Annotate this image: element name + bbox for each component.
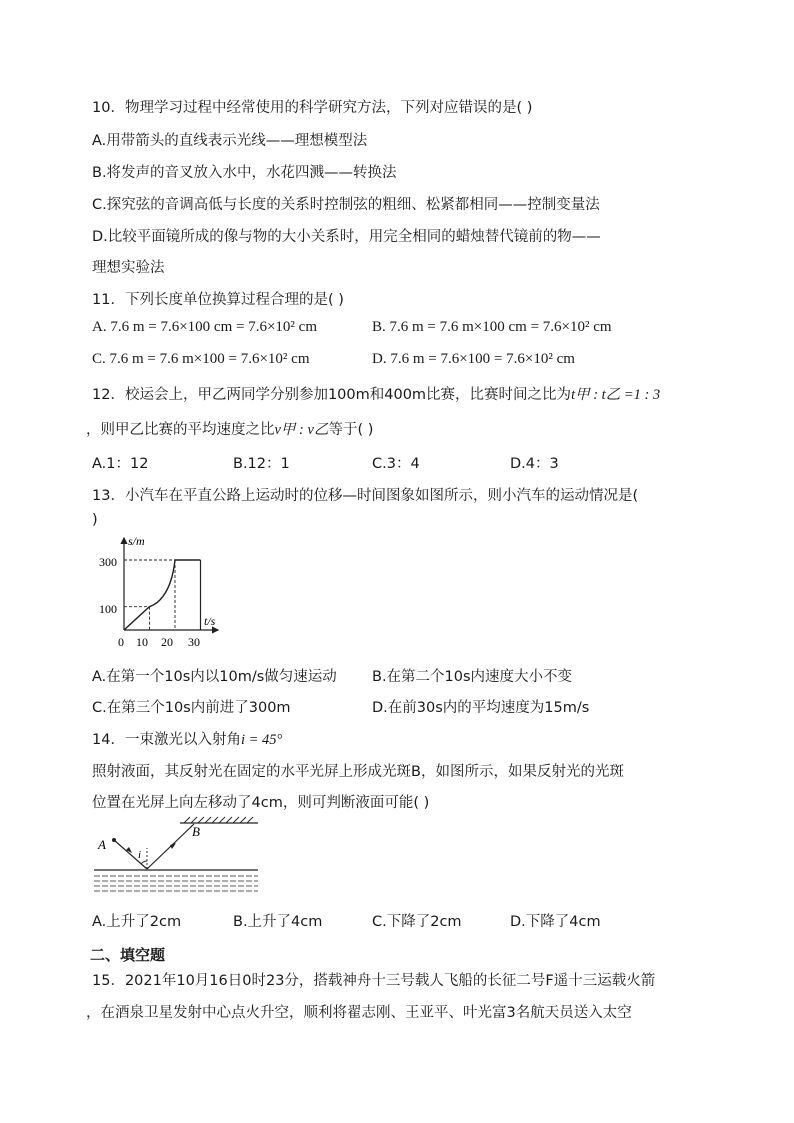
q11-option-a: A. 7.6 m = 7.6×100 cm = 7.6×10² cm (92, 319, 317, 335)
q12-stem-text2: ，则甲乙比赛的平均速度之比 (86, 422, 275, 438)
x-tick-10: 10 (136, 635, 148, 649)
q14-option-a: A.上升了2cm (92, 914, 182, 930)
y-axis-label: s/m (128, 534, 145, 548)
q12-stem-line1 (92, 383, 660, 404)
q13-st-graph (94, 532, 224, 652)
q12-option-d: D.4：3 (510, 456, 559, 472)
x-tick-30: 30 (188, 635, 200, 649)
section-heading: 二、填空题 (90, 946, 166, 964)
q14-stem-line3: 位置在光屏上向左移动了4cm，则可判断液面可能( ) (92, 795, 430, 811)
angle-arc (141, 861, 147, 864)
liquid-hatch (94, 876, 258, 891)
label-a: A (98, 837, 106, 852)
q11-option-c: C. 7.6 m = 7.6 m×100 = 7.6×10² cm (92, 351, 310, 367)
q14-reflection-diagram (92, 814, 262, 896)
x-tick-0: 0 (118, 635, 124, 649)
x-tick-20: 20 (161, 635, 173, 649)
q14-stem-line2: 照射液面，其反射光在固定的水平光屏上形成光斑B，如图所示，如果反射光的光斑 (92, 764, 624, 780)
y-tick-300: 300 (99, 555, 117, 569)
q10-stem: 10．物理学习过程中经常使用的科学研究方法，下列对应错误的是( ) (92, 100, 533, 116)
q15-line1: 15．2021年10月16日0时23分，搭载神舟十三号载人飞船的长征二号F遥十三运载火箭 (92, 973, 656, 989)
q10-option-c: C.探究弦的音调高低与长度的关系时控制弦的粗细、松紧都相同——控制变量法 (92, 197, 600, 213)
q12-option-c: C.3：4 (372, 456, 420, 472)
q12-option-a: A.1：12 (92, 456, 149, 472)
q13-stem-line1: 13．小汽车在平直公路上运动时的位移—时间图象如图所示，则小汽车的运动情况是( (92, 488, 639, 504)
q14-option-b: B.上升了4cm (233, 914, 323, 930)
q13-option-c: C.在第三个10s内前进了300m (92, 700, 291, 716)
q13-option-b: B.在第二个10s内速度大小不变 (372, 669, 573, 685)
label-b: B (192, 824, 200, 839)
q10-option-a: A.用带箭头的直线表示光线——理想模型法 (92, 133, 368, 149)
q11-stem: 11．下列长度单位换算过程合理的是( ) (92, 292, 344, 308)
q14-option-d: D.下降了4cm (510, 914, 601, 930)
q11-option-d: D. 7.6 m = 7.6×100 = 7.6×10² cm (372, 351, 575, 367)
q13-option-d: D.在前30s内的平均速度为15m/s (372, 700, 590, 716)
q12-speed-ratio: v甲 : v乙 (274, 422, 329, 438)
q12-stem-text3: 等于( ) (328, 422, 374, 438)
q14-stem-text: 14．一束激光以入射角 (92, 732, 241, 748)
x-axis-label: t/s (204, 614, 216, 628)
q10-option-b: B.将发声的音叉放入水中，水花四溅——转换法 (92, 165, 397, 181)
q10-option-d-line2: 理想实验法 (92, 260, 165, 276)
q12-stem-line2 (86, 418, 373, 439)
q12-stem-text: 12．校运会上，甲乙两同学分别参加100m和400m比赛，比赛时间之比为 (92, 387, 572, 403)
q14-stem-line1 (92, 728, 282, 749)
point-a (112, 838, 116, 842)
q13-stem-line2: ) (92, 512, 98, 528)
q15-line2: ，在酒泉卫星发射中心点火升空，顺利将翟志刚、王亚平、叶光富3名航天员送入太空 (86, 1005, 632, 1021)
q14-option-c: C.下降了2cm (372, 914, 462, 930)
q12-option-b: B.12：1 (233, 456, 290, 472)
q11-option-b: B. 7.6 m = 7.6 m×100 cm = 7.6×10² cm (372, 319, 612, 335)
label-i: i (138, 849, 142, 861)
screen-hatch (184, 817, 253, 823)
q12-time-ratio: t甲 : t乙 =1 : 3 (571, 387, 661, 403)
incident-ray (114, 840, 147, 869)
q14-angle: i = 45° (240, 732, 283, 748)
y-tick-100: 100 (99, 602, 117, 616)
q10-option-d-line1: D.比较平面镜所成的像与物的大小关系时，用完全相同的蜡烛替代镜前的物—— (92, 229, 601, 245)
series-line (124, 560, 201, 630)
q13-option-a: A.在第一个10s内以10m/s做匀速运动 (92, 669, 337, 685)
reflected-ray (147, 824, 194, 869)
